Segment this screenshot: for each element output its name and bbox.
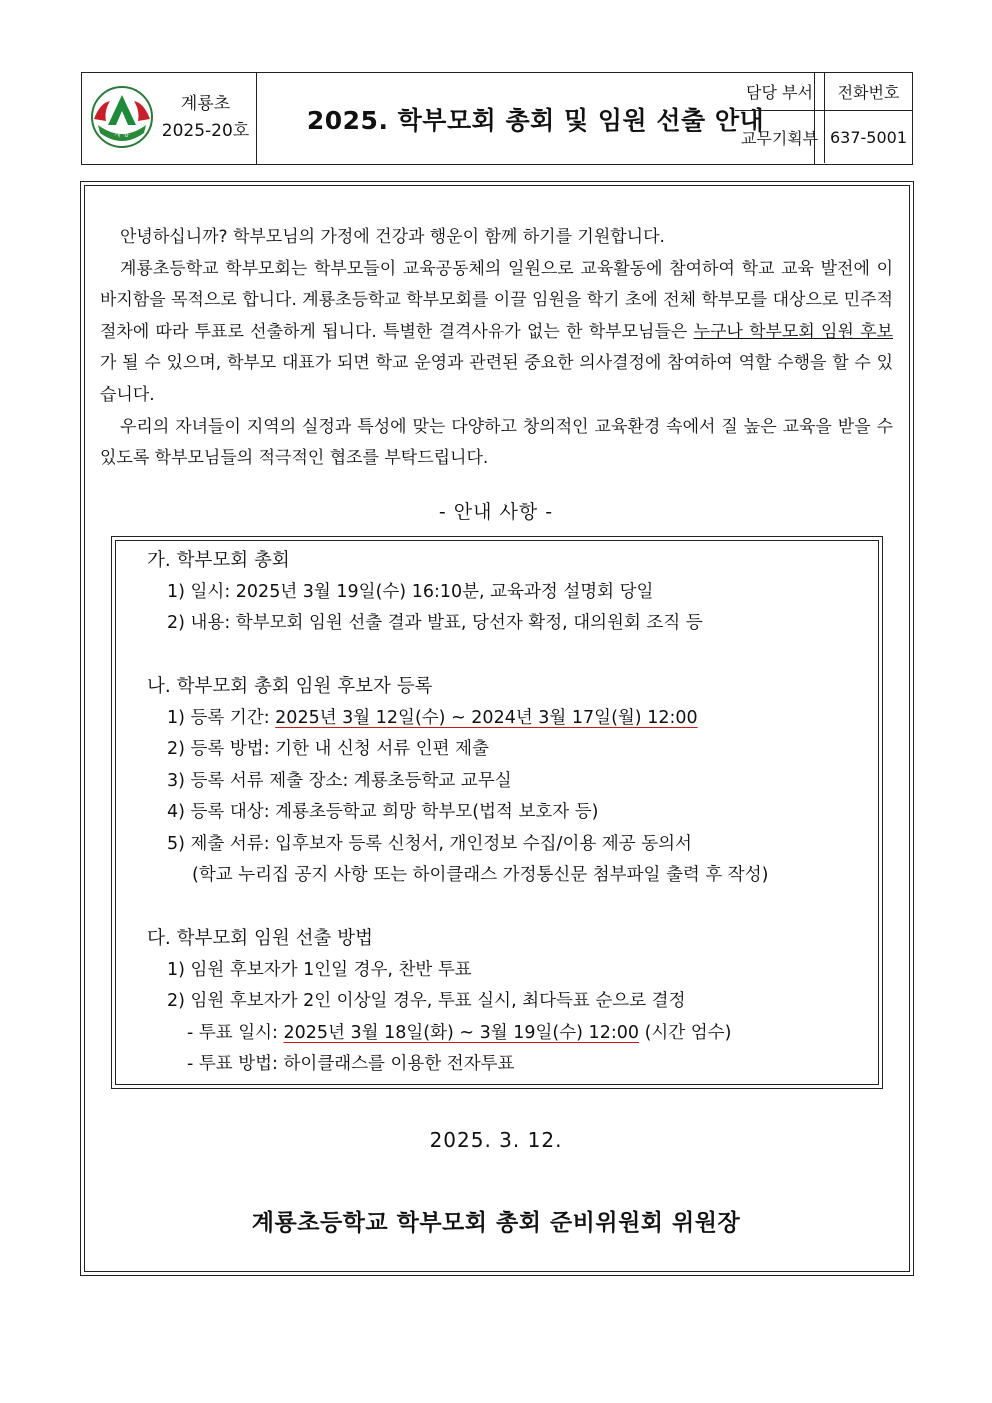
intro-paragraph-2 <box>100 254 893 412</box>
section-c-item-2: 2) 임원 후보자가 2인 이상일 경우, 투표 실시, 최다득표 순으로 결정 <box>167 991 686 1011</box>
dept-value: 교무기획부 <box>735 111 825 163</box>
document-header <box>81 72 913 165</box>
school-name: 계룡초 <box>180 94 231 114</box>
section-c-item-2a <box>147 1018 867 1050</box>
tel-label: 전화번호 <box>825 73 912 111</box>
reg-period-label: 1) 등록 기간: <box>167 707 276 728</box>
notice-heading: - 안내 사항 - <box>438 501 554 523</box>
section-c-item-1: 1) 임원 후보자가 1인일 경우, 찬반 투표 <box>167 959 472 980</box>
signer: 계룡초등학교 학부모회 총회 준비위원회 위원장 <box>251 1210 741 1236</box>
section-b-item-3: 3) 등록 서류 제출 장소: 계룡초등학교 교무실 <box>167 770 512 791</box>
intro-paragraph-3: 우리의 자녀들이 지역의 실정과 특성에 맞는 다양하고 창의적인 교육환경 속에서 질 높은 교육을 받을 수 있도록 학부모님들의 적극적인 협조를 부탁드립니다. <box>100 416 893 469</box>
section-a-item-1: 1) 일시: 2025년 3월 19일(수) 16:10분, 교육과정 설명회 당일 <box>167 581 654 602</box>
document-title: 2025. 학부모회 총회 및 임원 선출 안내 <box>306 105 765 135</box>
dept-label: 담당 부서 <box>735 73 825 111</box>
intro-p2-underlined: 누구나 학부모회 임원 후보 <box>693 321 893 342</box>
emblem-text: 계 룡 <box>114 130 130 138</box>
section-b-item-1 <box>147 703 867 735</box>
section-a-title: 가. 학부모회 총회 <box>147 550 290 571</box>
school-doc-number <box>158 91 253 145</box>
doc-number: 2025-20호 <box>161 121 250 141</box>
section-c-item-2b: - 투표 방법: 하이클래스를 이용한 전자투표 <box>187 1054 515 1074</box>
section-a-item-2: 2) 내용: 학부모회 임원 선출 결과 발표, 당선자 확정, 대의원회 조직 등 <box>167 613 703 633</box>
section-c-title: 다. 학부모회 임원 선출 방법 <box>147 928 373 949</box>
section-b-item-2: 2) 등록 방법: 기한 내 신청 서류 인편 제출 <box>167 739 489 759</box>
school-emblem-icon <box>90 85 154 149</box>
title-cell <box>257 73 815 164</box>
section-b-item-5: 5) 제출 서류: 입후보자 등록 신청서, 개인정보 수집/이용 제공 동의서 <box>167 833 692 854</box>
intro-text <box>100 222 893 475</box>
contact-info-grid <box>735 73 912 163</box>
intro-p2-start: 계룡초등학교 학부모회는 학부모들이 교육공동체의 일원으로 교육활동에 참여하여 학교 교육 발전에 이바지함을 목적으로 합니다. 계룡초등학교 학부모회를 이끌 임원을 학기 초에 전체 학부모를 대상으로 민주적 절차에 따라 투표로 선출하게 됩니다. 특별한 결격사유가 없는 한 학부모님들은 <box>100 258 893 342</box>
notice-items <box>147 545 867 1081</box>
school-info-cell <box>82 73 257 164</box>
vote-date-suffix: (시간 엄수) <box>639 1022 732 1043</box>
reg-period-value: 2025년 3월 12일(수) ~ 2024년 3월 17일(월) 12:00 <box>275 707 698 728</box>
section-b-item-4: 4) 등록 대상: 계룡초등학교 희망 학부모(법적 보호자 등) <box>167 802 599 822</box>
section-b-title: 나. 학부모회 총회 임원 후보자 등록 <box>147 676 433 697</box>
tel-value: 637-5001 <box>829 127 908 147</box>
document-date: 2025. 3. 12. <box>429 1128 563 1152</box>
section-b-item-5-note: (학교 누리집 공지 사항 또는 하이클래스 가정통신문 첨부파일 출력 후 작성) <box>192 865 769 885</box>
intro-p2-end: 가 될 수 있으며, 학부모 대표가 되면 학교 운영과 관련된 중요한 의사결정에 참여하여 역할 수행을 할 수 있습니다. <box>100 353 893 405</box>
vote-date-value: 2025년 3월 18일(화) ~ 3월 19일(수) 12:00 <box>283 1022 639 1043</box>
vote-date-label: - 투표 일시: <box>187 1022 284 1043</box>
intro-paragraph-1: 안녕하십니까? 학부모님의 가정에 건강과 행운이 함께 하기를 기원합니다. <box>120 227 665 247</box>
